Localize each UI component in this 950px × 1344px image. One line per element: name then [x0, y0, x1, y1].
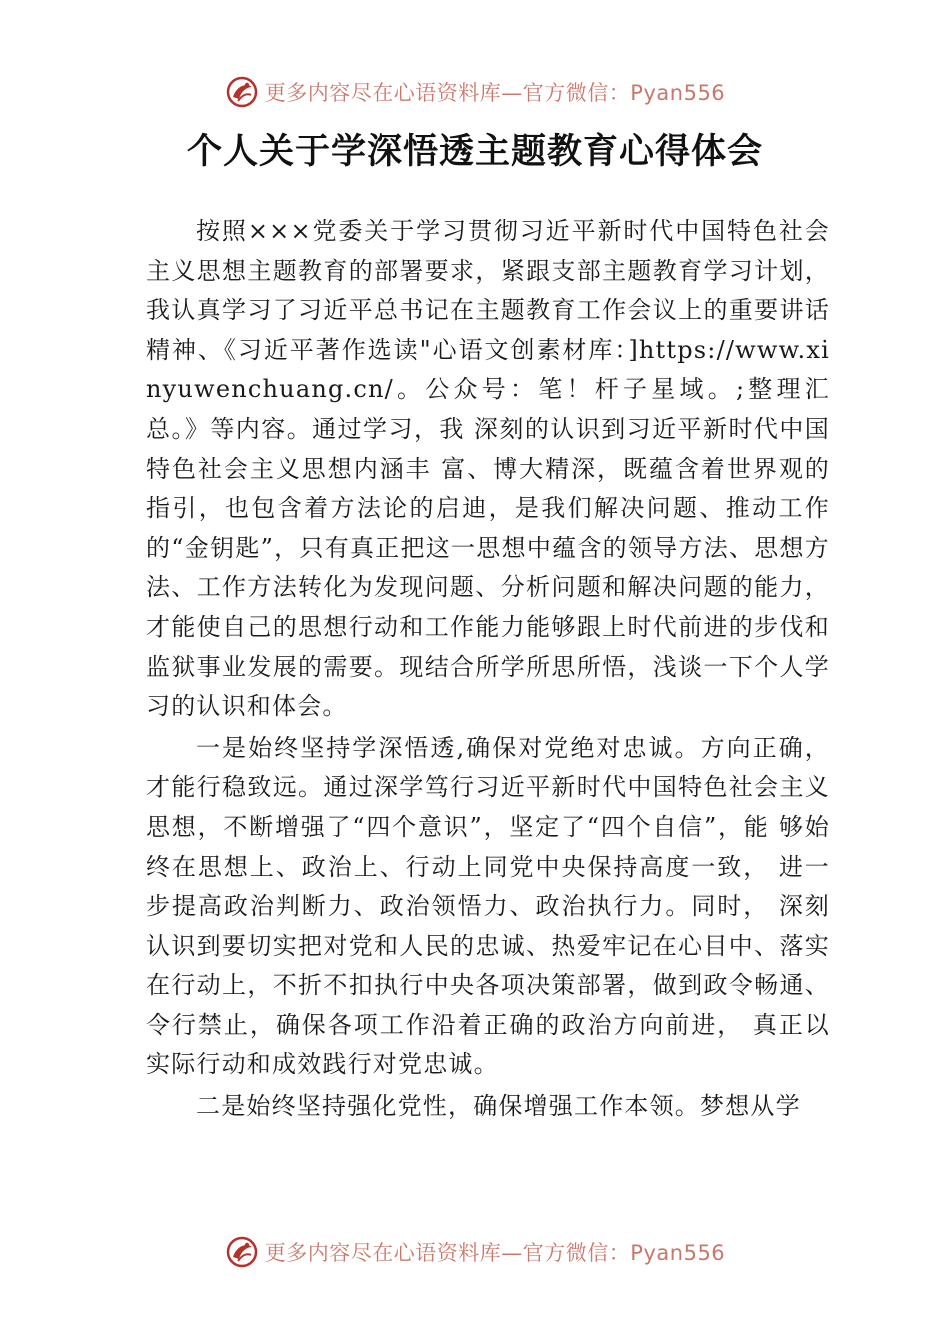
paragraph-point-one: 一是始终坚持学深悟透,确保对党绝对忠诚。方向正确，才能行稳致远。通过深学笃行习近平新时代中国特色社会主义思想，不断增强了“四个意识”，坚定了“四个自信”，能 够始终在思想上、政治上、行动上同党中央保持高度一致， 进一步提高政治判断力、政治领悟力、政治执行力。同时， 深刻认识到要切实把对党和人民的忠诚、热爱牢记在心目中、落实在行动上，不折不扣执行中央各项决策部署，做到政令畅通、令行禁止，确保各项工作沿着正确的政治方向前进， 真正以实际行动和成效践行对党忠诚。	[146, 733, 830, 1079]
document-body	[146, 212, 830, 1127]
red-swirl-logo-icon	[225, 75, 259, 109]
paragraph-point-two: 二是始终坚持强化党性，确保增强工作本领。梦想从学	[196, 1092, 801, 1121]
banner-text: 更多内容尽在心语资料库—官方微信：Pyan556	[264, 81, 726, 105]
header-banner	[0, 70, 950, 114]
document-title: 个人关于学深悟透主题教育心得体会	[186, 132, 763, 172]
footer-banner	[0, 1230, 950, 1274]
banner-text: 更多内容尽在心语资料库—官方微信：Pyan556	[264, 1241, 726, 1265]
paragraph-intro: 按照×××党委关于学习贯彻习近平新时代中国特色社会主义思想主题教育的部署要求，紧跟支部主题教育学习计划，我认真学习了习近平总书记在主题教育工作会议上的重要讲话精神、《习近平著作选读"心语文创素材库：]https://www.xinyuwenchuang.cn/。公众号：笔！杆子星域。;整理汇总。》等内容。通过学习，我 深刻的认识到习近平新时代中国特色社会主义思想内涵丰 富、博大精深，既蕴含着世界观的指引，也包含着方法论的启迪，是我们解决问题、推动工作的“金钥匙”，只有真正把这一思想中蕴含的领导方法、思想方法、工作方法转化为发现问题、分析问题和解决问题的能力，才能使自己的思想行动和工作能力能够跟上时代前进的步伐和监狱事业发展的需要。现结合所学所思所悟，浅谈一下个人学习的认识和体会。	[146, 217, 830, 721]
red-swirl-logo-icon	[225, 1235, 259, 1269]
